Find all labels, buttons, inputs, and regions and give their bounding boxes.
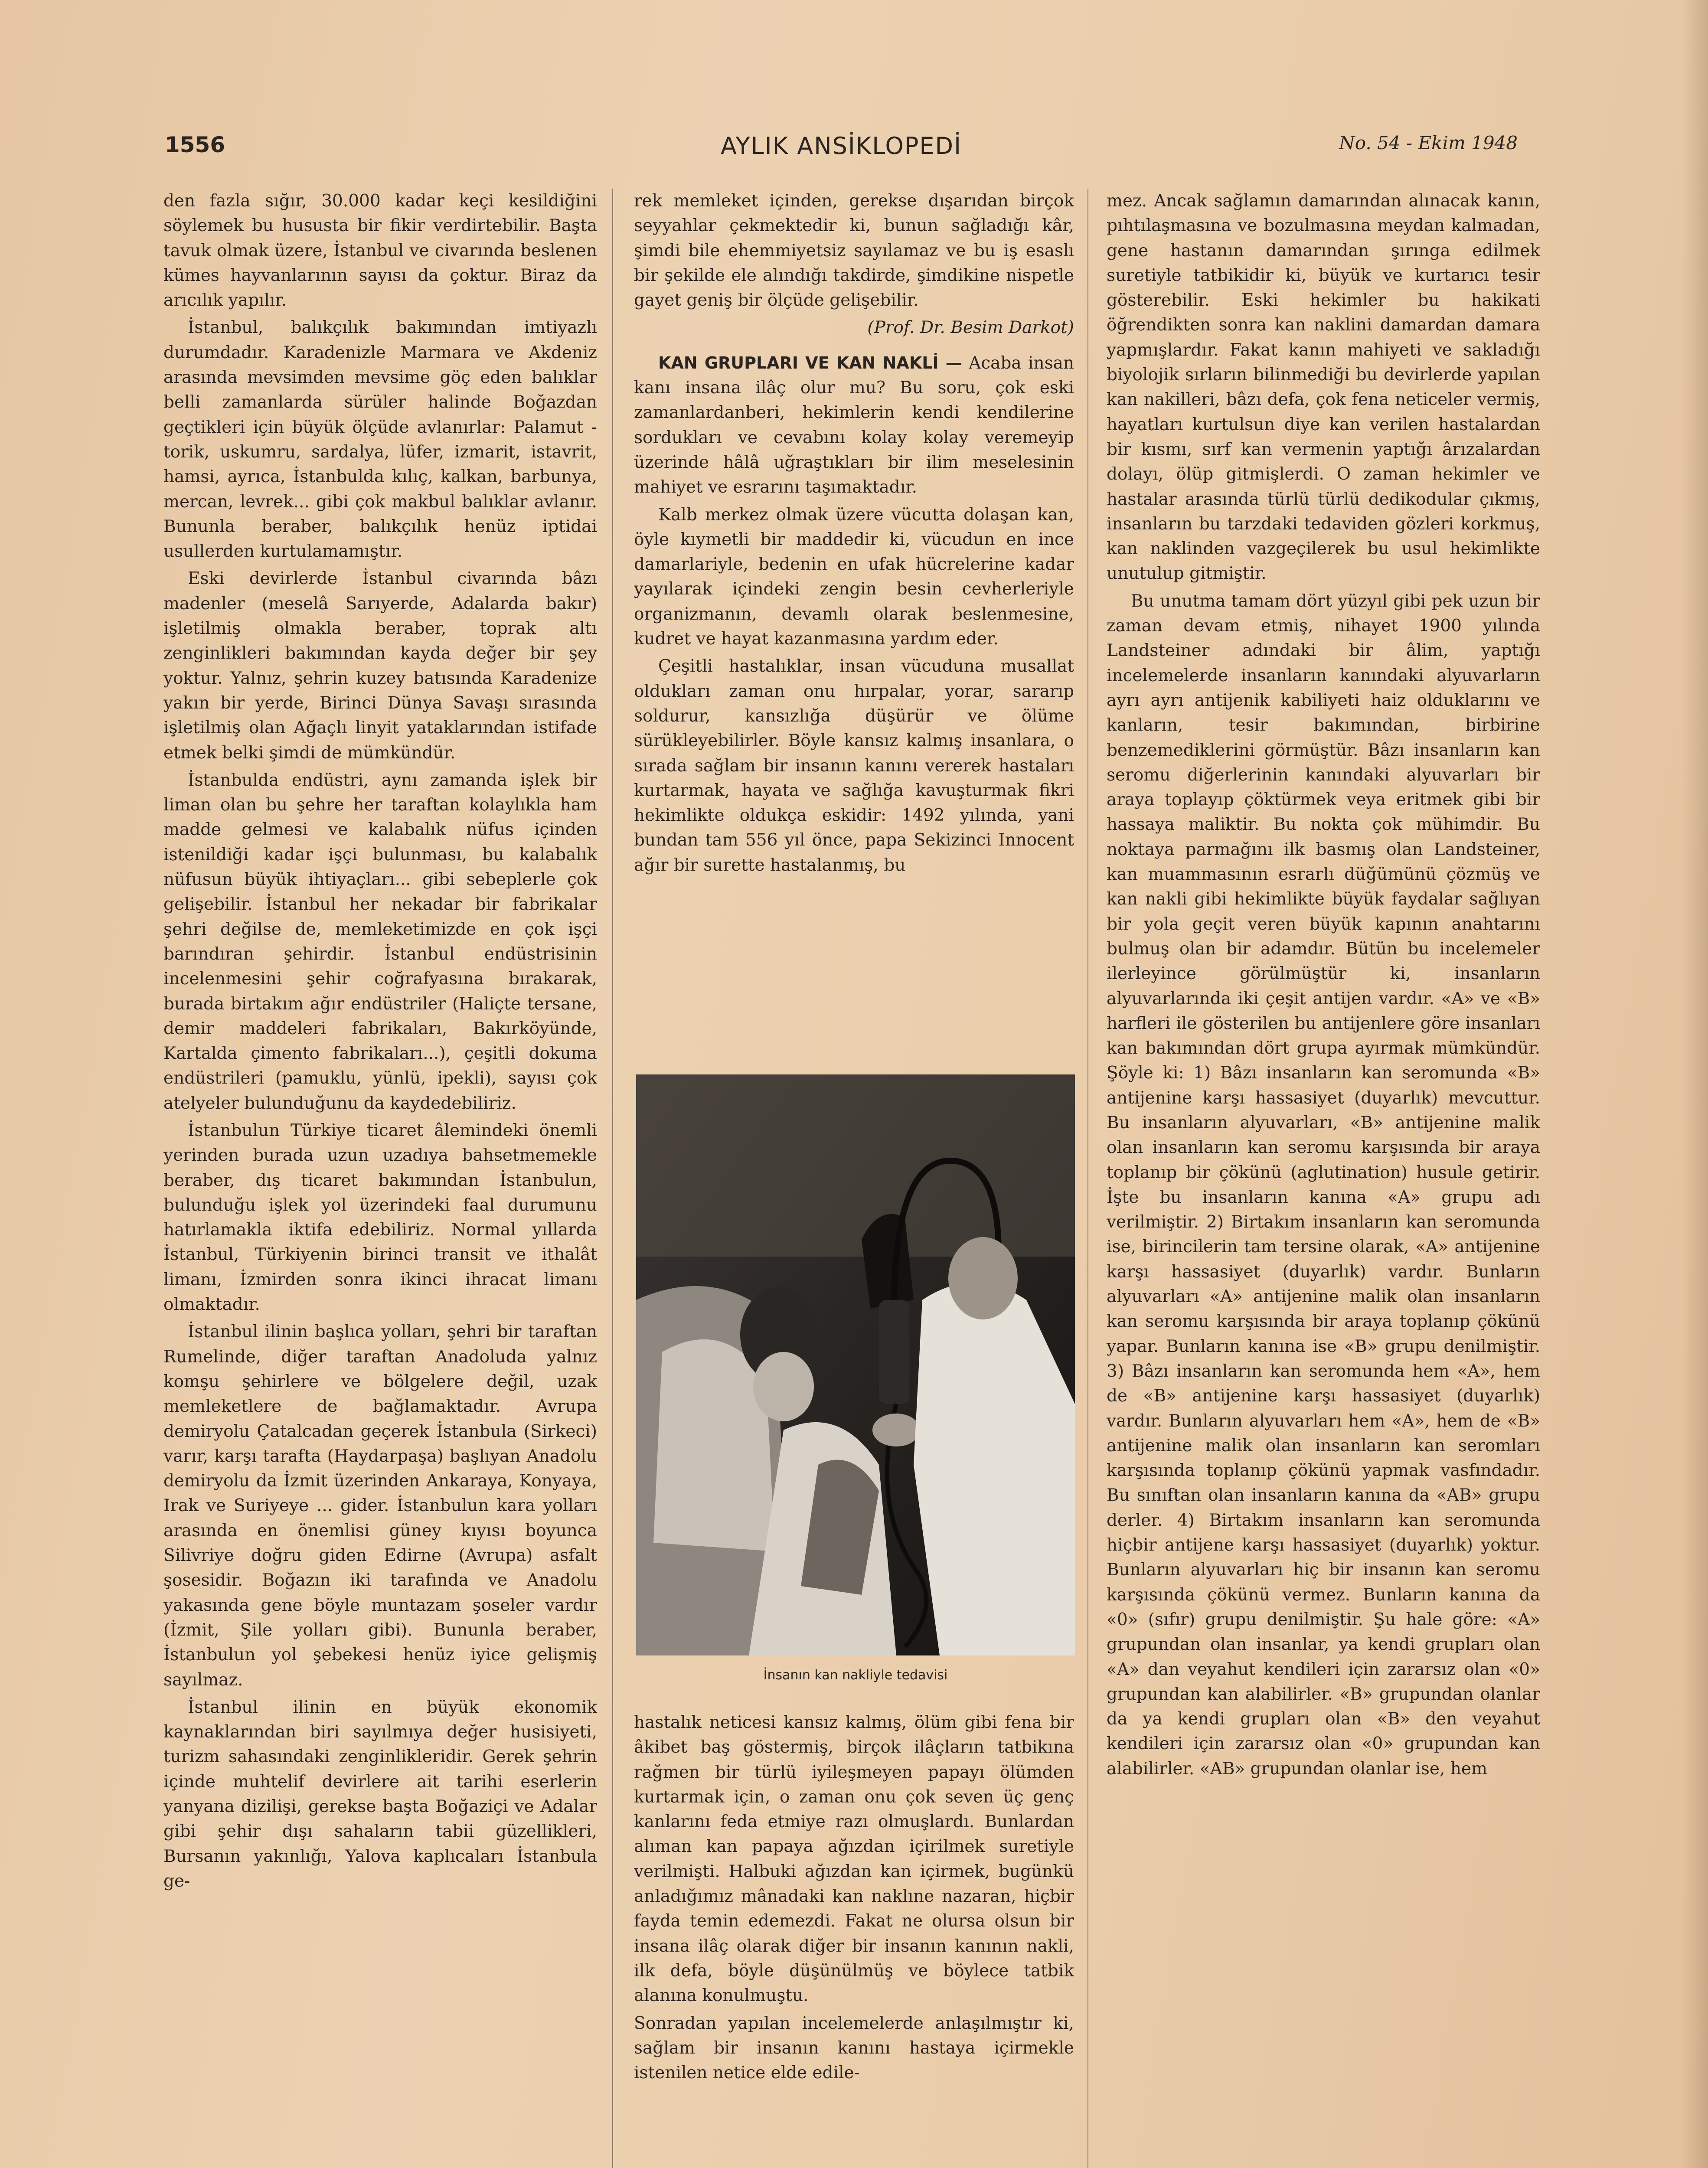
page-header [165, 132, 1518, 171]
paragraph: İstanbul ilinin başlıca yolları, şehri bir taraftan Rumelinde, diğer taraftan Anadoluda yalnız komşu şehirlere ve bölgelere değil, uzak memleketlere de bağlamaktadır. Avrupa demiryolu Çatalcadan geçerek İstanbula (Sirkeci) varır, karşı tarafta (Haydarpaşa) başlıyan Anadolu demiryolu da İzmit üzerinden Ankaraya, Konyaya, Irak ve Suriyeye ... gider. İstanbulun kara yolları arasında en önemlisi güney kıyısı boyunca Silivriye doğru giden Edirne (Avrupa) asfalt şosesidir. Boğazın iki tarafında ve Anadolu yakasında gene böyle muntazam şoseler vardır (İzmit, Şile yolları gibi). Bununla beraber, İstanbulun yol şebekesi henüz iyice gelişmiş sayılmaz. [163, 1322, 597, 1690]
page-number: 1556 [165, 132, 225, 157]
paragraph: Çeşitli hastalıklar, insan vücuduna musallat oldukları zaman onu hırpalar, yorar, sararıp soldurur, kansızlığa düşürür ve ölüme sürükleyebilirler. Böyle kansız kalmış insanlara, o sırada sağlam bir insanın kanını vererek hastaları kurtarmak, hayata ve sağlığa kavuşturmak fikri hekimlikte oldukça eskidir: 1492 yılında, yani bundan tam 556 yıl önce, papa Sekizinci Innocent ağır bir surette hastalanmış, bu [634, 656, 1074, 875]
paragraph: den fazla sığır, 30.000 kadar keçi kesildiğini söylemek bu hususta bir fikir verdirtebilir. Başta tavuk olmak üzere, İstanbul ve civarında beslenen kümes hayvanlarının sayısı da çoktur. Biraz da arıcılık yapılır. [163, 191, 597, 310]
paragraph: Sonradan yapılan incelemelerde anlaşılmıştır ki, sağlam bir insanın kanını hastaya içirmekle istenilen netice elde edile- [634, 2013, 1074, 2083]
paragraph: mez. Ancak sağlamın damarından alınacak kanın, pıhtılaşmasına ve bozulmasına meydan kalmadan, gene hastanın damarından şırınga edilmek suretiyle tatbikidir ki, büyük ve kurtarıcı tesir gösterebilir. Eski hekimler bu hakikati öğrendikten sonra kan naklini damardan damara yapmışlardır. Fakat kanın mahiyeti ve sakladığı biyolojik sırların bilinmediği bu devirlerde yapılan kan nakilleri, bâzı defa, çok fena neticeler vermiş, hayatları kurtulsun diye kan verilen hastalardan bir kısmı, sırf kan vermenin yaptığı ârızalardan dolayı, ölüp gitmişlerdi. O zaman hekimler ve hastalar arasında türlü türlü dedikodular çıkmış, insanların bu tarzdaki tedaviden gözleri korkmuş, kan naklinden vazgeçilerek bu usul hekimlikte unutulup gitmiştir. [1107, 191, 1540, 584]
page-edge-shadow [1682, 0, 1708, 2168]
column-rule [612, 189, 613, 2168]
photo-caption: İnsanın kan nakliyle tedavisi [763, 1668, 948, 1683]
column-3 [1107, 189, 1540, 1781]
section-lead [634, 351, 1074, 500]
paragraph: İstanbul ilinin en büyük ekonomik kaynaklarından biri sayılmıya değer husisiyeti, turizm sahasındaki zenginlikleridir. Gerek şehrin içinde muhtelif devirlere ait tarihi eserlerin yanyana dizilişi, gerekse başta Boğaziçi ve Adalar gibi şehir dışı sahaların tabii güzellikleri, Bursanın yakınlığı, Yalova kaplıcaları İstanbula ge- [163, 1697, 597, 1891]
paragraph: Kalb merkez olmak üzere vücutta dolaşan kan, öyle kıymetli bir maddedir ki, vücudun en ince damarlariyle, bedenin en ufak hücrelerine kadar yayılarak içindeki zengin besin cevherleriyle organizmanın, devamlı olarak beslenmesine, kudret ve hayat kazanmasına yardım eder. [634, 505, 1074, 649]
column-2 [634, 189, 1074, 878]
section-lead-text: Acaba insan kanı insana ilâç olur mu? Bu soru, çok eski zamanlardanberi, hekimlerin kendi kendilerine sordukları ve cevabını kolay kolay veremeyip üzerinde hâlâ uğraştıkları bir ilim meselesinin mahiyet ve esrarını taşımaktadır. [634, 353, 1074, 497]
column-1 [163, 189, 597, 1894]
author-signature: (Prof. Dr. Besim Darkot) [867, 318, 1074, 338]
issue-label: No. 54 - Ekim 1948 [1339, 132, 1518, 153]
section-title: KAN GRUPLARI VE KAN NAKLİ — [658, 353, 962, 372]
paragraph: İstanbul, balıkçılık bakımından imtiyazlı durumdadır. Karadenizle Marmara ve Akdeniz arasında mevsimden mevsime göç eden balıklar belli zamanlarda sürüler halinde Boğazdan geçtikleri için büyük ölçüde avlanırlar: Palamut - torik, uskumru, sardalya, lüfer, izmarit, istavrit, hamsi, ayrıca, İstanbulda kılıç, kalkan, barbunya, mercan, levrek... gibi çok makbul balıklar avlanır. Bununla beraber, balıkçılık henüz iptidai usullerden kurtulamamıştır. [163, 318, 597, 562]
paragraph: Bu unutma tamam dört yüzyıl gibi pek uzun bir zaman devam etmiş, nihayet 1900 yılında Landsteiner adındaki bir âlim, yaptığı incelemelerde insanların kanındaki alyuvarların ayrı ayrı antijenik kabiliyeti haiz olduklarını ve kanların, tesir bakımından, birbirine benzemediklerini görmüştür. Bâzı insanların kan seromu diğerlerinin kanındaki alyuvarları bir araya toplayıp çöktürmek veya eritmek gibi bir hassaya maliktir. Bu nokta çok mühimdir. Bu noktaya parmağını ilk basmış olan Landsteiner, kan muammasının esrarlı düğümünü çözmüş ve kan nakli gibi hekimlikte büyük faydalar sağlıyan bir yola geçit veren büyük kapının anahtarını bulmuş olan bir adamdır. Bütün bu incelemeler ilerleyince görülmüştür ki, insanların alyuvarlarında iki çeşit antijen vardır. «A» ve «B» harfleri ile gösterilen bu antijenlere göre insanları kan bakımından dört grupa ayırmak mümkündür. Şöyle ki: 1) Bâzı insanların kan seromunda «B» antijenine karşı hassasiyet (duyarlık) mevcuttur. Bu insanların alyuvarları, «B» antijenine malik olan insanların kan seromu karşısında bir araya toplanıp bir çökünü (aglutination) husule getirir. İşte bu insanların kanına «A» grupu adı verilmiştir. 2) Birtakım insanların kan seromunda ise, birincilerin tam tersine olarak, «A» antijenine karşı hassasiyet (duyarlık) vardır. Bunların alyuvarları «A» antijenine malik olan insanların kan seromu karşısında bir araya toplanıp çökünü yapar. Bunların kanına ise «B» grupu denilmiştir. 3) Bâzı insanların kan seromunda hem «A», hem de «B» antijenine karşı hassasiyet (duyarlık) vardır. Bunların alyuvarları hem «A», hem de «B» antijenine malik olan insanların kan seromları karşısında toplanıp çökünü yapmak vasfındadır. Bu sınıftan olan insanların kanına da «AB» grupu derler. 4) Birtakım insanların kan seromunda hiçbir antijene karşı hassasiyet (duyarlık) yoktur. Bunların alyuvarları hiç bir insanın kan seromu karşısında çökünü vermez. Bunların kanına da «0» (sıfır) grupu denilmiştir. Şu hale göre: «A» grupundan olan insanlar, ya kendi grupları olan «A» dan veyahut kendileri için zararsız olan «0» grupundan kan alabilirler. «B» grupundan olanlar da ya kendi grupları olan «B» den veyahut kendileri için zararsız olan «0» grupundan kan alabilirler. «AB» grupundan olanlar ise, hem [1107, 591, 1540, 1779]
column-2-continued [634, 1710, 1074, 2085]
paragraph: İstanbulun Türkiye ticaret âlemindeki önemli yerinden burada uzun uzadıya bahsetmemekle beraber, dış ticaret bakımından İstanbulun, bulunduğu işlek yol üzerindeki faal durumunu hatırlamakla iktifa edebiliriz. Normal yıllarda İstanbul, Türkiyenin birinci transit ve ithalât limanı, İzmirden sonra ikinci ihracat limanı olmaktadır. [163, 1120, 597, 1315]
paragraph: İstanbulda endüstri, aynı zamanda işlek bir liman olan bu şehre her taraftan kolaylıkla ham madde gelmesi ve kalabalık nüfus içinden istenildiği kadar işçi bulunması, bu kalabalık nüfusun büyük ihtiyaçları... gibi sebeplerle çok gelişebilir. İstanbul her nekadar bir fabrikalar şehri değilse de, memleketimizde en çok işçi barındıran şehirdir. İstanbul endüstrisinin incelenmesini şehir coğrafyasına bırakarak, burada birtakım ağır endüstriler (Haliçte tersane, demir maddeleri fabrikaları, Bakırköyünde, Kartalda çimento fabrikaları...), çeşitli dokuma endüstrileri (pamuklu, yünlü, ipekli), sayısı çok atelyeler bulunduğunu da kaydedebiliriz. [163, 770, 597, 1113]
paragraph: rek memleket içinden, gerekse dışarıdan birçok seyyahlar çekmektedir ki, bunun sağladığı kâr, şimdi bile ehemmiyetsiz sayılamaz ve bu iş esaslı bir şekilde ele alındığı takdirde, şimdikine nispetle gayet geniş bir ölçüde gelişebilir. [634, 191, 1074, 310]
photo-illustration [636, 1074, 1075, 1655]
paragraph: Eski devirlerde İstanbul civarında bâzı madenler (meselâ Sarıyerde, Adalarda bakır) işletilmiş olmakla beraber, toprak altı zenginlikleri bakımından kayda değer bir şey yoktur. Yalnız, şehrin kuzey batısında Karadenize yakın bir yerde, Birinci Dünya Savaşı sırasında işletilmiş olan Ağaçlı linyit yataklarından istifade etmek belki şimdi de mümkündür. [163, 569, 597, 763]
photo-blood-transfusion [636, 1074, 1075, 1655]
paragraph: hastalık neticesi kansız kalmış, ölüm gibi fena bir âkibet baş göstermiş, birçok ilâçların tatbikına rağmen bir türlü iyileşmeyen papayı ölümden kurtarmak için, o zaman onu çok seven üç genç kanlarını feda etmiye razı olmuşlardı. Bunlardan alıman kan papaya ağızdan içirilmek suretiyle verilmişti. Halbuki ağızdan kan içirmek, bugünkü anladığımız mânadaki kan naklıne nazaran, hiçbir fayda temin edemezdi. Fakat ne olursa olsun bir insana ilâç olarak diğer bir insanın kanının nakli, ilk defa, böyle düşünülmüş ve böylece tatbik alanına konulmuştu. [634, 1713, 1074, 2006]
publication-title: AYLIK ANSİKLOPEDİ [720, 132, 962, 160]
